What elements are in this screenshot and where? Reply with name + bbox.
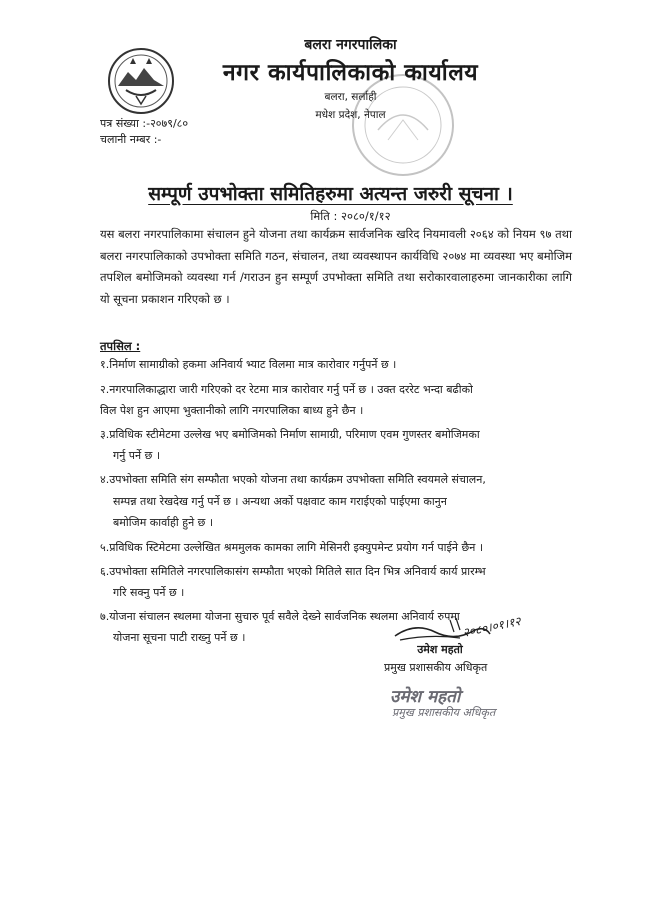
address-line-2: मधेश प्रदेश, नेपाल xyxy=(315,109,386,121)
name-stamp: उमेश महतो xyxy=(390,687,461,707)
notice-title: सम्पूर्ण उपभोक्ता समितिहरुमा अत्यन्त जरुरी सूचना । xyxy=(148,183,513,205)
dispatch-number: चलानी नम्बर :- xyxy=(100,133,162,146)
municipality-name: बलरा नगरपालिका xyxy=(304,37,397,53)
list-item: ४.उपभोक्ता समिति संग सम्फौता भएको योजना तथा कार्यक्रम उपभोक्ता समिति स्वयमले संचालन, xyxy=(100,473,486,486)
list-item: १.निर्माण सामाग्रीको हकमा अनिवार्य भ्याट विलमा मात्र कारोवार गर्नुपर्ने छ । xyxy=(100,358,397,371)
letter-number: पत्र संख्या :-२०७९/८० xyxy=(100,117,189,130)
address-line-1: बलरा, सर्लाही xyxy=(324,91,377,103)
signatory-designation: प्रमुख प्रशासकीय अधिकृत xyxy=(384,661,488,674)
list-item-continuation: सम्पन्न तथा रेखदेख गर्नु पर्ने छ । अन्यथा अर्को पक्षवाट काम गराईएको पाईएमा कानुन xyxy=(113,495,447,508)
signature-date: २०८०।०१।१२ xyxy=(461,614,522,640)
list-item-continuation: गरि सक्नु पर्ने छ । xyxy=(113,586,185,599)
list-item-continuation: विल पेश हुन आएमा भुक्तानीको लागि नगरपालिका बाध्य हुने छैन । xyxy=(100,404,364,417)
details-heading: तपसिल : xyxy=(100,339,141,353)
notice-body: यस बलरा नगरपालिकामा संचालन हुने योजना तथा कार्यक्रम सार्वजनिक खरिद नियमावली २०६४ को नियम ९७ तथा बलरा नगरपालिकाको उपभोक्ता समिति गठन, संचालन, तथा व्यवस्थापन कार्यविधि २०७४ मा व्यवस्था भए बमोजिम तपशिल बमोजिमको व्यवस्था गर्न /गराउन हुन सम्पूर्ण उपभोक्ता समिति तथा सरोकारवालाहरुमा जानकारीका लागि यो सूचना प्रकाशन गरिएको छ । xyxy=(100,227,572,306)
list-item: २.नगरपालिकाद्धारा जारी गरिएको दर रेटमा मात्र कारोवार गर्नु पर्ने छ । उक्त दररेट भन्दा बढीको xyxy=(100,383,473,396)
list-item: ६.उपभोक्ता समितिले नगरपालिकासंग सम्फौता भएको मितिले सात दिन भित्र अनिवार्य कार्य प्रारम्भ xyxy=(100,565,486,578)
list-item-continuation: बमोजिम कार्वाही हुने छ । xyxy=(113,516,214,529)
office-name: नगर कार्यपालिकाको कार्यालय xyxy=(222,60,479,86)
designation-stamp: प्रमुख प्रशासकीय अधिकृत xyxy=(392,706,496,719)
list-item: ७.योजना संचालन स्थलमा योजना सुचारु पूर्व सवैले देख्ने सार्वजनिक स्थलमा अनिवार्य रुपमा xyxy=(100,610,460,623)
list-item: ५.प्रविधिक स्टिमेटमा उल्लेखित श्रममुलक कामका लागि मेसिनरी इक्युपमेन्ट प्रयोग गर्न पाईने छैन । xyxy=(100,541,483,554)
signatory-name: उमेश महतो xyxy=(417,643,463,656)
list-item: ३.प्रविधिक स्टीमेटमा उल्लेख भए बमोजिमको निर्माण सामाग्री, परिमाण एवम गुणस्तर बमोजिमका xyxy=(100,428,480,441)
notice-date: मिति : २०८०/१/१२ xyxy=(310,209,391,223)
list-item-continuation: गर्नु पर्ने छ । xyxy=(113,449,161,462)
list-item-continuation: योजना सूचना पाटी राख्नु पर्ने छ । xyxy=(113,631,246,644)
